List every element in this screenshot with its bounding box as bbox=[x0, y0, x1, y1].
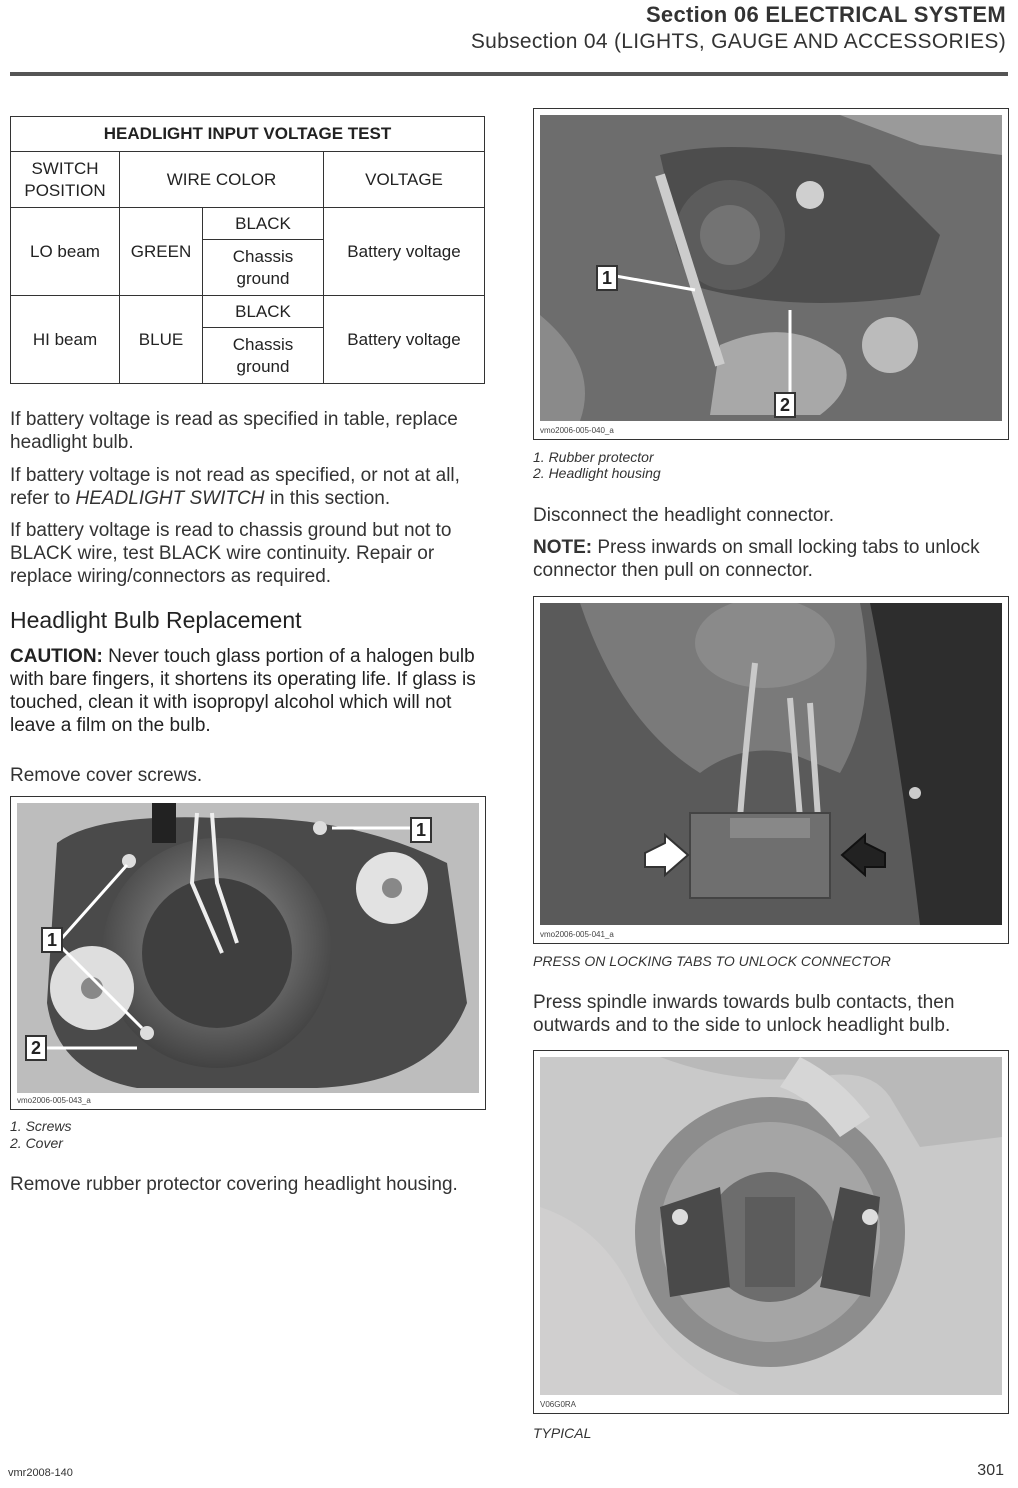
lo-beam-switch: LO beam bbox=[11, 208, 120, 296]
caption-locking-tabs: PRESS ON LOCKING TABS TO UNLOCK CONNECTOR bbox=[533, 953, 891, 969]
callout-2-cover: 2 bbox=[25, 1035, 47, 1061]
caption-headlight-housing: 2. Headlight housing bbox=[533, 465, 661, 481]
note-block bbox=[533, 536, 1008, 582]
header-rule bbox=[10, 72, 1008, 76]
subsection-title: Subsection 04 (LIGHTS, GAUGE AND ACCESSORIES) bbox=[470, 30, 1006, 53]
figure-id: vmo2006-005-041_a bbox=[540, 930, 614, 939]
paragraph-press-spindle: Press spindle inwards towards bulb contacts, then outwards and to the side to unlock headlight bulb. bbox=[533, 992, 955, 1036]
table-title: HEADLIGHT INPUT VOLTAGE TEST bbox=[11, 117, 485, 152]
figure-id: V06G0RA bbox=[540, 1400, 577, 1409]
caption-screws: 1. Screws bbox=[10, 1118, 72, 1134]
hi-beam-wire: BLUE bbox=[120, 296, 203, 384]
cover-screws-photo bbox=[17, 803, 479, 1093]
col-voltage: VOLTAGE bbox=[324, 152, 485, 208]
hi-beam-black: BLACK bbox=[203, 296, 324, 328]
note-text: Press inwards on small locking tabs to unlock connector then pull on connector. bbox=[533, 537, 980, 581]
hi-beam-voltage: Battery voltage bbox=[324, 296, 485, 384]
caption-rubber-protector: 1. Rubber protector bbox=[533, 449, 654, 465]
paragraph-disconnect: Disconnect the headlight connector. bbox=[533, 505, 835, 526]
page-number: 301 bbox=[977, 1462, 1004, 1479]
caution-text: Never touch glass portion of a halogen bulb with bare fingers, it shortens its operating life. If glass is touched, clean it with isopropyl alcohol which will not leave a film on the bulb. bbox=[10, 646, 476, 736]
hi-beam-ground: Chassis ground bbox=[203, 328, 324, 384]
document-id: vmr2008-140 bbox=[8, 1467, 73, 1479]
lo-beam-black: BLACK bbox=[203, 208, 324, 240]
caption-cover: 2. Cover bbox=[10, 1135, 63, 1151]
paragraph-remove-protector: Remove rubber protector covering headlight housing. bbox=[10, 1174, 458, 1195]
connector-photo bbox=[540, 603, 1002, 925]
bulb-photo bbox=[540, 1057, 1002, 1395]
paragraph-refer-switch bbox=[10, 464, 485, 510]
voltage-test-table bbox=[10, 116, 485, 384]
section-title: Section 06 ELECTRICAL SYSTEM bbox=[645, 2, 1006, 27]
figure-cover-screws bbox=[10, 796, 486, 1110]
figure-id: vmo2006-005-040_a bbox=[540, 426, 614, 435]
lo-beam-ground: Chassis ground bbox=[203, 240, 324, 296]
paragraph-remove-screws: Remove cover screws. bbox=[10, 765, 203, 786]
figure-rubber-protector bbox=[533, 108, 1009, 440]
caution-block bbox=[10, 645, 485, 737]
col-switch-position: SWITCH POSITION bbox=[11, 152, 120, 208]
callout-2-headlight-housing: 2 bbox=[774, 392, 796, 418]
caution-label: CAUTION: bbox=[10, 646, 103, 667]
refer-text-b: in this section. bbox=[264, 488, 391, 509]
figure-bulb bbox=[533, 1050, 1009, 1414]
lo-beam-wire: GREEN bbox=[120, 208, 203, 296]
callout-1-rubber-protector: 1 bbox=[596, 265, 618, 291]
lo-beam-voltage: Battery voltage bbox=[324, 208, 485, 296]
paragraph-continuity: If battery voltage is read to chassis ground but not to BLACK wire, test BLACK wire continuity. Repair or replace wiring/connectors as required. bbox=[10, 520, 452, 587]
hi-beam-switch: HI beam bbox=[11, 296, 120, 384]
note-label: NOTE: bbox=[533, 537, 593, 558]
paragraph-replace-bulb: If battery voltage is read as specified in table, replace headlight bulb. bbox=[10, 409, 458, 453]
figure-connector bbox=[533, 596, 1009, 944]
refer-text-a: If battery voltage is not read as specified, or not at all, refer to bbox=[10, 465, 460, 509]
caption-typical: TYPICAL bbox=[533, 1425, 592, 1441]
callout-1-screw: 1 bbox=[410, 817, 432, 843]
headlight-switch-reference: HEADLIGHT SWITCH bbox=[75, 488, 265, 509]
col-wire-color: WIRE COLOR bbox=[120, 152, 324, 208]
figure-id: vmo2006-005-043_a bbox=[17, 1096, 91, 1105]
heading-bulb-replacement: Headlight Bulb Replacement bbox=[10, 607, 302, 633]
callout-1-screws: 1 bbox=[41, 927, 63, 953]
